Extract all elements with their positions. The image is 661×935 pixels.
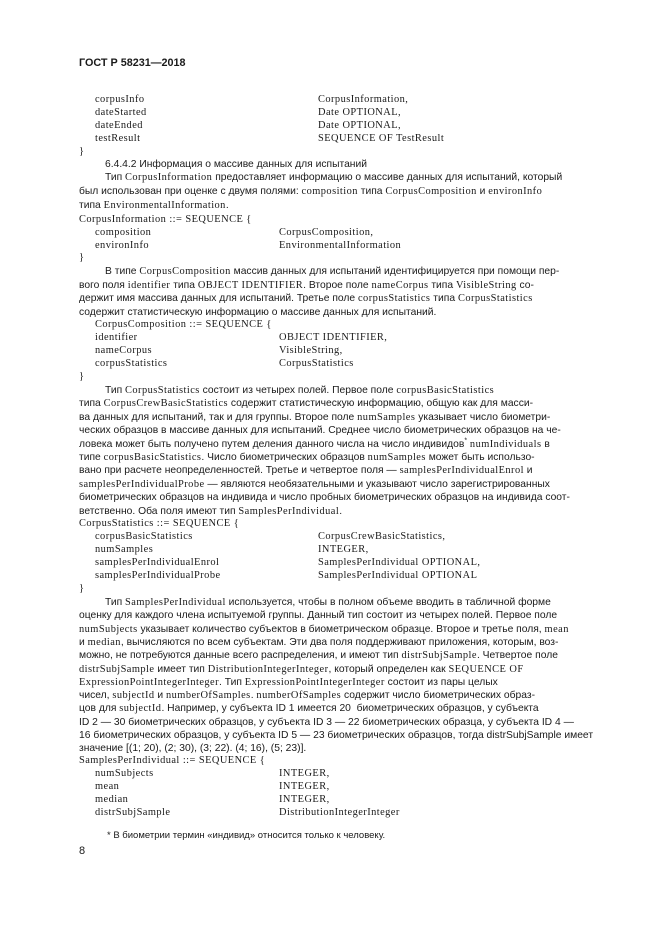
paragraph-line: чисел, subjectId и numberOfSamples. numberOfSamples содержит число биометрических образ-: [79, 690, 536, 702]
paragraph-line: и median, вычисляются по всем субъектам. Эти два поля поддерживают приложения, которым, воз-: [79, 636, 559, 648]
field-type: SamplesPerIndividual OPTIONAL,: [318, 557, 481, 568]
paragraph-line: биометрических образцов на индивида и число пробных биометрических образцов на индивида соот-: [79, 492, 570, 504]
field-name: identifier: [95, 332, 138, 343]
paragraph-line: Тип SamplesPerIndividual используется, чтобы в полном объеме вводить в табличной форме: [105, 597, 551, 608]
footnote: * В биометрии термин «индивид» относится только к человеку.: [107, 830, 386, 841]
definition-title-corpus-composition: CorpusComposition ::= SEQUENCE {: [95, 319, 272, 330]
paragraph-line: оценку для каждого члена испытуемой группы. Данный тип состоит из четырех полей. Первое поле: [79, 610, 558, 622]
field-type: EnvironmentalInformation: [279, 240, 402, 251]
field-type: CorpusComposition,: [279, 227, 374, 238]
paragraph-line: Тип CorpusInformation предоставляет информацию о массиве данных для испытаний, который: [105, 172, 563, 183]
page-number: 8: [79, 845, 86, 857]
field-name: distrSubjSample: [95, 807, 171, 818]
definition-title-samples-per-individual: SamplesPerIndividual ::= SEQUENCE {: [79, 755, 266, 766]
paragraph-line: numSubjects указывает количество субъектов в биометрическом образце. Второе и третье поля, mean: [79, 623, 569, 635]
paragraph-line: distrSubjSample имеет тип DistributionIntegerInteger, который определен как SEQUENCE OF: [79, 663, 524, 675]
paragraph-line: ческих образцов в массиве данных для испытаний. Среднее число биометрических образцов на че-: [79, 425, 561, 437]
paragraph-line: был использован при оценке с двумя полями: composition типа CorpusComposition и environInfo: [79, 186, 543, 197]
field-name: corpusStatistics: [95, 358, 168, 369]
paragraph-line: Тип CorpusStatistics состоит из четырех полей. Первое поле corpusBasicStatistics: [105, 385, 495, 396]
section-heading: 6.4.4.2 Информация о массиве данных для испытаний: [105, 159, 368, 170]
closing-brace: }: [79, 146, 85, 157]
field-type: INTEGER,: [318, 544, 369, 555]
paragraph-line: ветственно. Оба поля имеют тип SamplesPerIndividual.: [79, 505, 343, 517]
field-type: INTEGER,: [279, 781, 330, 792]
document-header: ГОСТ Р 58231—2018: [79, 57, 186, 69]
field-name: testResult: [95, 133, 141, 144]
field-type: Date OPTIONAL,: [318, 120, 402, 131]
closing-brace: }: [79, 252, 85, 263]
field-type: VisibleString,: [279, 345, 343, 356]
field-name: median: [95, 794, 129, 805]
paragraph-line: ва данных для испытаний, так и для группы. Второе поле numSamples указывает число биометри-: [79, 411, 551, 423]
field-name: mean: [95, 781, 120, 792]
field-name: dateEnded: [95, 120, 143, 131]
field-name: samplesPerIndividualEnrol: [95, 557, 220, 568]
definition-title-corpus-statistics: CorpusStatistics ::= SEQUENCE {: [79, 518, 240, 529]
paragraph-line: 16 биометрических образцов, у субъекта ID 5 — 23 биометрических образцов, тогда distrSubjSample имеет: [79, 730, 594, 741]
paragraph-line: ловека может быть получено путем деления данного числа на число индивидов* numIndividuals в: [79, 437, 550, 450]
paragraph-line: можно, не потребуются данные всего распределения, и имеют тип distrSubjSample. Четвертое поле: [79, 650, 558, 662]
field-name: numSubjects: [95, 768, 154, 779]
paragraph-line: содержит статистическую информацию о массиве данных для испытаний.: [79, 306, 437, 318]
field-type: INTEGER,: [279, 794, 330, 805]
field-name: numSamples: [95, 544, 154, 555]
definition-title-corpus-information: CorpusInformation ::= SEQUENCE {: [79, 214, 252, 225]
field-name: environInfo: [95, 240, 150, 251]
field-type: CorpusStatistics: [279, 358, 354, 369]
field-type: CorpusCrewBasicStatistics,: [318, 531, 446, 542]
paragraph-line: типе corpusBasicStatistics. Число биометрических образцов numSamples может быть использо-: [79, 452, 535, 463]
paragraph-line: ExpressionPointIntegerInteger. Тип ExpressionPointIntegerInteger состоит из пары целых: [79, 676, 498, 688]
paragraph-line: samplesPerIndividualProbe — являются необязательными и указывают число зарегистрированных: [79, 478, 550, 490]
field-name: dateStarted: [95, 107, 147, 118]
paragraph-line: вого поля identifier типа OBJECT IDENTIFIER. Второе поле nameCorpus типа VisibleString со-: [79, 279, 534, 291]
paragraph-line: типа EnvironmentalInformation.: [79, 200, 229, 211]
closing-brace: }: [79, 371, 85, 382]
field-name: samplesPerIndividualProbe: [95, 570, 221, 581]
field-name: corpusInfo: [95, 94, 145, 105]
field-name: corpusBasicStatistics: [95, 531, 193, 542]
paragraph-line: цов для subjectId. Например, у субъекта ID 1 имеется 20 биометрических образцов, у субъекта: [79, 703, 539, 715]
paragraph-line: вано при расчете неопределенностей. Третье и четвертое поля — samplesPerIndividualEnrol и: [79, 465, 533, 477]
field-type: DistributionIntegerInteger: [279, 807, 400, 818]
paragraph-line: ID 2 — 30 биометрических образцов, у субъекта ID 3 — 22 биометрических образца, у субъекта ID 4 —: [79, 716, 574, 728]
field-type: OBJECT IDENTIFIER,: [279, 332, 388, 343]
field-type: Date OPTIONAL,: [318, 107, 402, 118]
field-type: SamplesPerIndividual OPTIONAL: [318, 570, 478, 581]
paragraph-line: значение [(1; 20), (2; 30), (3; 22). (4; 16), (5; 23)].: [79, 743, 307, 755]
field-name: composition: [95, 227, 152, 238]
paragraph-line: типа CorpusCrewBasicStatistics содержит статистическую информацию, общую как для масси-: [79, 398, 534, 410]
field-name: nameCorpus: [95, 345, 153, 356]
field-type: INTEGER,: [279, 768, 330, 779]
closing-brace: }: [79, 583, 85, 594]
field-type: SEQUENCE OF TestResult: [318, 133, 445, 144]
field-type: CorpusInformation,: [318, 94, 409, 105]
paragraph-line: В типе CorpusComposition массив данных для испытаний идентифицируется при помощи пер-: [105, 266, 560, 277]
paragraph-line: держит имя массива данных для испытаний. Третье поле corpusStatistics типа CorpusStatistics: [79, 293, 533, 304]
